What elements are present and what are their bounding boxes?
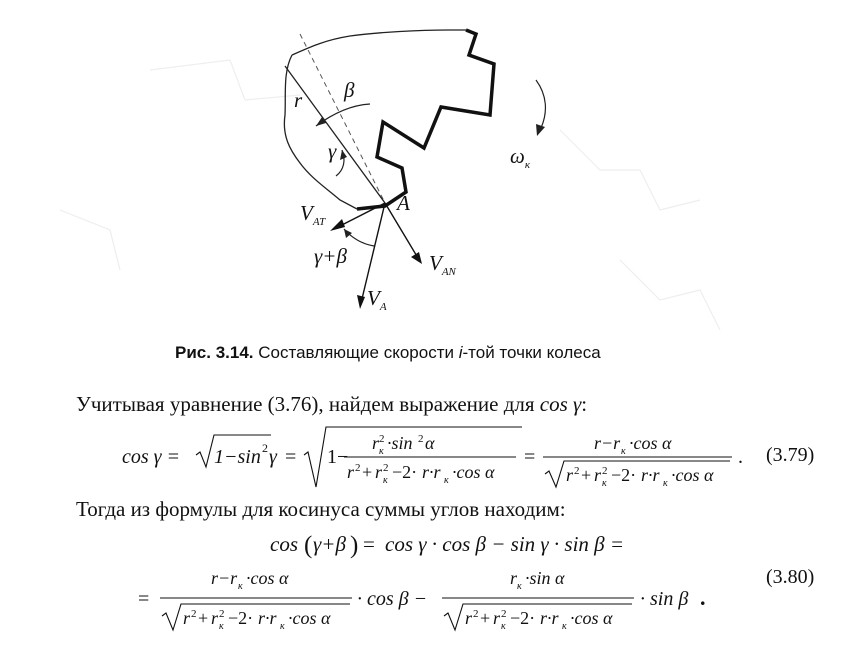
svg-text:=: = <box>138 588 150 610</box>
svg-text:к: к <box>219 621 224 632</box>
svg-text:к: к <box>280 621 285 632</box>
svg-text:−2·: −2· <box>510 608 536 628</box>
svg-text:r: r <box>465 608 473 628</box>
svg-text:2: 2 <box>219 608 225 620</box>
label-gamma-plus-beta: γ+β <box>314 244 347 268</box>
caption-number: Рис. 3.14. <box>175 343 254 362</box>
svg-text:2: 2 <box>262 441 268 455</box>
svg-text:cos γ · cos β − sin γ · sin β: cos γ · cos β − sin γ · sin β = <box>385 532 625 556</box>
svg-text:2: 2 <box>501 608 507 620</box>
svg-text:cos: cos <box>270 532 298 556</box>
svg-text:к: к <box>501 621 506 632</box>
svg-text:r: r <box>211 608 219 628</box>
svg-text:r: r <box>183 608 191 628</box>
svg-text:(: ( <box>304 532 313 559</box>
paragraph-1 <box>76 392 587 417</box>
svg-text:=: = <box>524 446 536 468</box>
svg-text:−2·: −2· <box>228 608 254 628</box>
label-v-an: $V_{AN}$ <box>429 251 456 278</box>
figure-background-ghost <box>60 60 720 330</box>
svg-text:γ+β: γ+β <box>313 532 346 556</box>
paragraph-1-math: cos γ <box>539 392 582 416</box>
equation-3-80-number: (3.80) <box>766 566 815 588</box>
svg-text:+: + <box>480 608 491 628</box>
svg-text:r−r: r−r <box>594 433 621 453</box>
caption-text-before: Составляющие скорости <box>258 343 454 362</box>
caption-italic-i: i <box>458 343 463 362</box>
svg-text:r: r <box>566 465 574 485</box>
paragraph-2: Тогда из формулы для косинуса суммы углов находим: <box>76 497 566 521</box>
svg-text:α: α <box>425 433 435 453</box>
omega-rotation-arrowhead <box>536 124 545 136</box>
svg-text:·cos α: ·cos α <box>629 433 672 453</box>
label-beta: β <box>344 78 355 102</box>
svg-text:1−sin: 1−sin <box>214 446 261 468</box>
equation-3-80-line-1 <box>0 524 851 564</box>
svg-text:к: к <box>444 475 449 486</box>
beta-arc-arrow <box>316 117 326 126</box>
svg-text:2: 2 <box>473 608 479 620</box>
svg-text:r: r <box>493 608 501 628</box>
svg-text:2: 2 <box>355 462 361 474</box>
svg-text:r: r <box>594 465 602 485</box>
label-omega: $\omega_к$ <box>510 144 530 171</box>
svg-text:r·r: r·r <box>540 608 559 628</box>
svg-text:к: к <box>621 446 626 457</box>
svg-text:2: 2 <box>383 462 389 474</box>
svg-text:+: + <box>362 462 373 482</box>
vector-v-at-arrowhead <box>330 219 345 231</box>
svg-text:·cos α: ·cos α <box>570 608 613 628</box>
paragraph-1-text: Учитывая уравнение (3.76), найдем выражение для <box>76 392 535 416</box>
svg-text:r: r <box>347 462 355 482</box>
svg-text:·sin: ·sin <box>387 433 413 453</box>
svg-text:к: к <box>517 581 522 592</box>
svg-text:к: к <box>663 478 668 489</box>
label-r: r <box>294 88 303 112</box>
svg-text:1−: 1− <box>327 446 349 468</box>
gamma-beta-arc-arrow <box>344 229 352 238</box>
svg-text:r: r <box>375 462 383 482</box>
svg-text:): ) <box>350 532 359 559</box>
svg-text:2: 2 <box>379 433 385 445</box>
label-v-a: $V_A$ <box>367 286 387 313</box>
svg-text:.: . <box>700 585 706 610</box>
svg-text:2: 2 <box>574 465 580 477</box>
svg-text:·cos α: ·cos α <box>288 608 331 628</box>
svg-text:r·r: r·r <box>422 462 441 482</box>
svg-text:cos γ =: cos γ = <box>122 446 181 468</box>
vector-v-an-arrowhead <box>411 252 422 264</box>
svg-text:к: к <box>562 621 567 632</box>
svg-text:r−r: r−r <box>211 568 238 588</box>
omega-rotation-arc <box>536 80 545 128</box>
figure-caption <box>175 343 601 363</box>
svg-text:2: 2 <box>602 465 608 477</box>
gear-tooth-profile <box>357 30 494 209</box>
svg-text:−2·: −2· <box>611 465 637 485</box>
paragraph-1-colon: : <box>581 392 588 416</box>
vector-v-a-arrowhead <box>357 295 365 309</box>
svg-text:r: r <box>510 568 518 588</box>
svg-text:к: к <box>383 475 388 486</box>
svg-text:·cos α: ·cos α <box>246 568 289 588</box>
equation-3-80-line-2 <box>0 564 851 642</box>
equation-3-79 <box>0 421 851 493</box>
svg-text:r: r <box>372 433 380 453</box>
svg-text:γ: γ <box>269 446 277 468</box>
svg-text:к: к <box>238 581 243 592</box>
equation-3-79-number: (3.79) <box>766 444 815 466</box>
svg-text:· sin β: · sin β <box>640 588 689 610</box>
svg-text:=: = <box>363 532 375 556</box>
svg-text:к: к <box>379 446 384 457</box>
svg-text:.: . <box>738 446 743 468</box>
radius-line <box>285 66 385 203</box>
label-gamma: γ <box>328 139 337 163</box>
gear-top-edge <box>292 30 466 55</box>
svg-text:2: 2 <box>191 608 197 620</box>
svg-text:=: = <box>285 446 297 468</box>
svg-text:+: + <box>581 465 592 485</box>
gamma-arc-arrow <box>340 150 347 160</box>
svg-text:r·r: r·r <box>258 608 277 628</box>
svg-text:2: 2 <box>418 433 424 445</box>
label-v-at: $V_{AT}$ <box>300 201 326 228</box>
svg-text:·cos α: ·cos α <box>671 465 714 485</box>
svg-text:+: + <box>198 608 209 628</box>
label-point-a: A <box>397 191 410 215</box>
svg-text:к: к <box>602 478 607 489</box>
caption-text-after: -той точки колеса <box>462 343 601 362</box>
svg-text:r·r: r·r <box>641 465 660 485</box>
svg-text:−2·: −2· <box>392 462 418 482</box>
svg-text:· cos β −: · cos β − <box>357 588 428 610</box>
svg-text:·cos α: ·cos α <box>452 462 495 482</box>
svg-text:·sin α: ·sin α <box>525 568 565 588</box>
